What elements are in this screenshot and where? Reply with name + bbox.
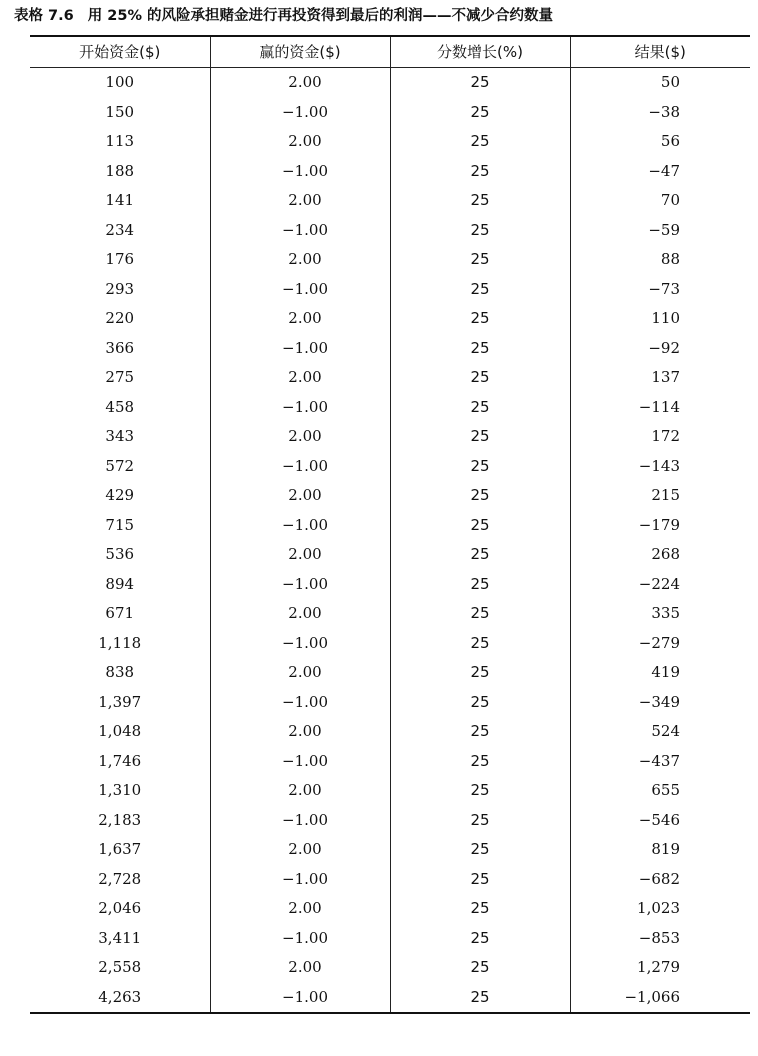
cell-fractional-growth: 25 [390,333,570,363]
cell-result: 70 [570,186,750,216]
cell-starting-capital: 671 [105,604,135,623]
cell-starting-capital: 572 [105,456,135,475]
cell-winnings: −1.00 [210,687,390,717]
cell-starting-capital: 2,558 [98,958,142,977]
cell-fractional-growth: 25 [390,422,570,452]
cell-fractional-growth: 25 [390,127,570,157]
cell-fractional-growth: 25 [390,776,570,806]
cell-fractional-growth: 25 [390,156,570,186]
cell-winnings: 2.00 [210,186,390,216]
table-row [30,304,750,334]
table-row [30,422,750,452]
cell-fractional-growth: 25 [390,599,570,629]
table-row [30,835,750,865]
cell-fractional-growth: 25 [390,245,570,275]
table-row [30,510,750,540]
cell-result: 1,279 [570,953,750,983]
cell-winnings: −1.00 [210,392,390,422]
cell-result: 419 [570,658,750,688]
table-row [30,746,750,776]
cell-winnings: 2.00 [210,363,390,393]
table-row [30,451,750,481]
header-starting-capital: 开始资金($) [30,36,210,67]
cell-winnings: 2.00 [210,304,390,334]
cell-result: −853 [570,923,750,953]
cell-result: 172 [570,422,750,452]
cell-winnings: −1.00 [210,982,390,1013]
cell-fractional-growth: 25 [390,363,570,393]
cell-fractional-growth: 25 [390,687,570,717]
cell-result: −224 [570,569,750,599]
table-row [30,923,750,953]
cell-fractional-growth: 25 [390,510,570,540]
cell-fractional-growth: 25 [390,67,570,97]
table-row [30,245,750,275]
table-row [30,215,750,245]
cell-result: −437 [570,746,750,776]
cell-fractional-growth: 25 [390,215,570,245]
table-row [30,953,750,983]
header-winnings: 赢的资金($) [210,36,390,67]
cell-result: −73 [570,274,750,304]
cell-starting-capital: 2,183 [98,810,142,829]
cell-winnings: −1.00 [210,215,390,245]
cell-fractional-growth: 25 [390,805,570,835]
cell-starting-capital: 458 [105,397,135,416]
cell-result: −1,066 [570,982,750,1013]
cell-result: −47 [570,156,750,186]
table-row [30,805,750,835]
cell-fractional-growth: 25 [390,717,570,747]
cell-winnings: −1.00 [210,451,390,481]
table-row [30,67,750,97]
cell-result: −546 [570,805,750,835]
cell-starting-capital: 234 [105,220,135,239]
cell-result: −279 [570,628,750,658]
cell-winnings: −1.00 [210,510,390,540]
cell-starting-capital: 429 [105,486,135,505]
cell-starting-capital: 2,728 [98,869,142,888]
cell-winnings: 2.00 [210,422,390,452]
cell-fractional-growth: 25 [390,304,570,334]
cell-result: 137 [570,363,750,393]
table-row [30,127,750,157]
table-row [30,776,750,806]
cell-fractional-growth: 25 [390,746,570,776]
cell-winnings: 2.00 [210,481,390,511]
reinvestment-table [30,35,750,1014]
cell-fractional-growth: 25 [390,540,570,570]
table-row [30,186,750,216]
cell-starting-capital: 838 [105,663,135,682]
table-row [30,599,750,629]
cell-result: −682 [570,864,750,894]
cell-winnings: −1.00 [210,805,390,835]
cell-result: 1,023 [570,894,750,924]
header-result: 结果($) [570,36,750,67]
table-row [30,540,750,570]
cell-starting-capital: 715 [105,515,135,534]
cell-winnings: 2.00 [210,953,390,983]
cell-result: 524 [570,717,750,747]
table-row [30,717,750,747]
table-row [30,333,750,363]
cell-fractional-growth: 25 [390,953,570,983]
cell-starting-capital: 141 [105,191,135,210]
cell-starting-capital: 150 [105,102,135,121]
table-row [30,569,750,599]
table-row [30,97,750,127]
table-row [30,982,750,1013]
cell-winnings: −1.00 [210,569,390,599]
cell-starting-capital: 100 [105,73,135,92]
cell-winnings: −1.00 [210,628,390,658]
cell-result: 335 [570,599,750,629]
cell-winnings: −1.00 [210,923,390,953]
cell-starting-capital: 366 [105,338,135,357]
cell-winnings: 2.00 [210,894,390,924]
table-number: 表格 7.6 [14,8,74,24]
cell-starting-capital: 176 [105,250,135,269]
cell-result: 110 [570,304,750,334]
cell-starting-capital: 188 [105,161,135,180]
cell-result: 215 [570,481,750,511]
cell-winnings: −1.00 [210,864,390,894]
cell-starting-capital: 293 [105,279,135,298]
cell-fractional-growth: 25 [390,864,570,894]
cell-winnings: −1.00 [210,156,390,186]
cell-starting-capital: 4,263 [98,987,142,1006]
table-row [30,864,750,894]
cell-result: −59 [570,215,750,245]
cell-result: 819 [570,835,750,865]
cell-winnings: −1.00 [210,746,390,776]
cell-winnings: −1.00 [210,274,390,304]
cell-starting-capital: 894 [105,574,135,593]
cell-starting-capital: 113 [105,132,135,151]
table-row [30,363,750,393]
cell-fractional-growth: 25 [390,186,570,216]
cell-starting-capital: 1,746 [98,751,142,770]
table-row [30,658,750,688]
table-caption [14,6,754,26]
cell-result: −349 [570,687,750,717]
cell-starting-capital: 3,411 [98,928,142,947]
cell-result: −179 [570,510,750,540]
cell-fractional-growth: 25 [390,481,570,511]
cell-winnings: 2.00 [210,835,390,865]
cell-fractional-growth: 25 [390,658,570,688]
cell-starting-capital: 275 [105,368,135,387]
cell-winnings: 2.00 [210,717,390,747]
cell-winnings: 2.00 [210,540,390,570]
cell-fractional-growth: 25 [390,923,570,953]
cell-winnings: 2.00 [210,245,390,275]
cell-result: 268 [570,540,750,570]
cell-fractional-growth: 25 [390,835,570,865]
table-title: 用 25% 的风险承担赌金进行再投资得到最后的利润——不减少合约数量 [87,8,554,24]
cell-winnings: 2.00 [210,599,390,629]
cell-starting-capital: 343 [105,427,135,446]
cell-winnings: 2.00 [210,127,390,157]
cell-result: 655 [570,776,750,806]
cell-winnings: 2.00 [210,67,390,97]
cell-starting-capital: 1,048 [98,722,142,741]
cell-result: 56 [570,127,750,157]
cell-starting-capital: 1,637 [98,840,142,859]
table-row [30,628,750,658]
cell-fractional-growth: 25 [390,392,570,422]
header-fractional-growth: 分数增长(%) [390,36,570,67]
table-header-row [30,36,750,67]
cell-fractional-growth: 25 [390,451,570,481]
cell-winnings: −1.00 [210,97,390,127]
table-row [30,687,750,717]
cell-fractional-growth: 25 [390,569,570,599]
cell-starting-capital: 2,046 [98,899,142,918]
cell-winnings: 2.00 [210,776,390,806]
table-row [30,392,750,422]
cell-winnings: 2.00 [210,658,390,688]
cell-starting-capital: 536 [105,545,135,564]
cell-result: −143 [570,451,750,481]
cell-starting-capital: 220 [105,309,135,328]
cell-result: 88 [570,245,750,275]
cell-result: −38 [570,97,750,127]
table-row [30,156,750,186]
cell-starting-capital: 1,397 [98,692,142,711]
cell-fractional-growth: 25 [390,982,570,1013]
cell-fractional-growth: 25 [390,274,570,304]
cell-winnings: −1.00 [210,333,390,363]
cell-result: 50 [570,67,750,97]
cell-fractional-growth: 25 [390,97,570,127]
cell-result: −114 [570,392,750,422]
table-row [30,274,750,304]
table-body [30,67,750,1013]
table-row [30,894,750,924]
cell-result: −92 [570,333,750,363]
table-row [30,481,750,511]
cell-fractional-growth: 25 [390,628,570,658]
cell-starting-capital: 1,118 [98,633,142,652]
cell-fractional-growth: 25 [390,894,570,924]
cell-starting-capital: 1,310 [98,781,142,800]
